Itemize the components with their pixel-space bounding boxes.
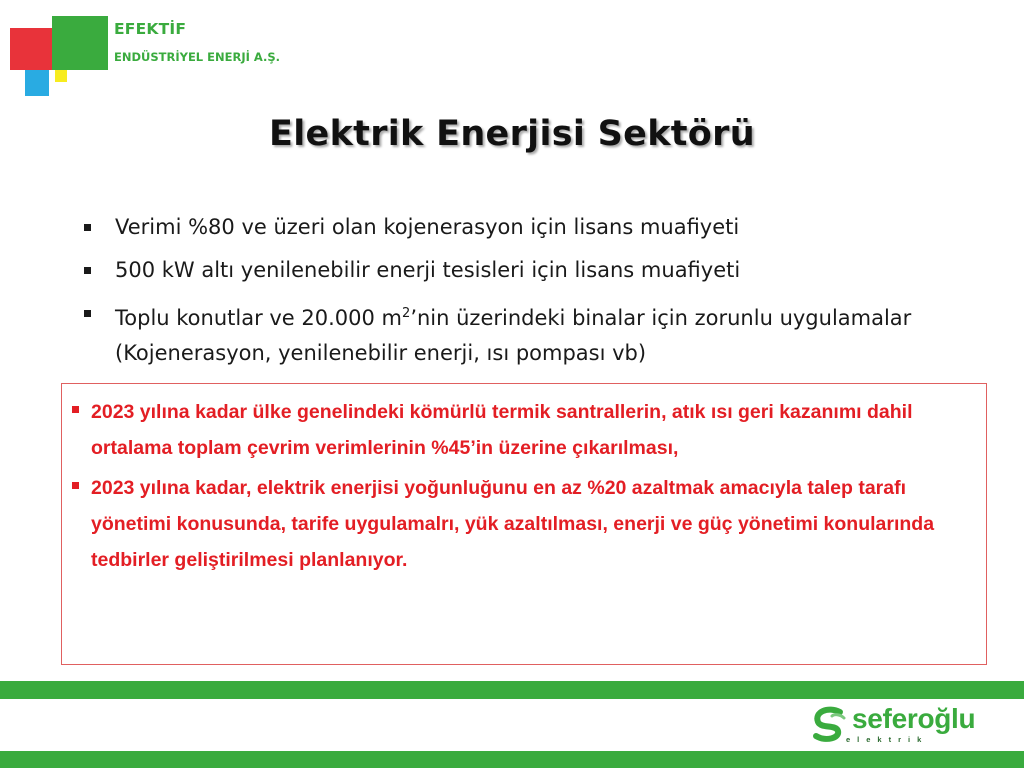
bullet-item: [83, 210, 983, 245]
bullet-text-post: ’nin üzerindeki binalar için zorunlu uygulamalar (Kojenerasyon, yenilenebilir enerji, ısı pompası vb): [115, 306, 912, 365]
bullet-marker-icon: [84, 267, 91, 274]
logo-blue-square: [25, 70, 49, 96]
logo-red-square: [10, 28, 52, 70]
logo-green-square: [52, 16, 108, 70]
bullet-marker-icon: [72, 482, 79, 489]
footer-band-top: [0, 681, 1024, 699]
swirl-logo-icon: [810, 704, 850, 744]
logo-title: EFEKTİF: [114, 20, 187, 38]
bullet-marker-icon: [84, 224, 91, 231]
company-logo: [0, 0, 330, 110]
bullet-text-pre: Toplu konutlar ve 20.000 m: [115, 306, 403, 330]
highlight-text: 2023 yılına kadar ülke genelindeki kömürlü termik santrallerin, atık ısı geri kazanımı dahil ortalama toplam çevrim verimlerinin %45’in üzerine çıkarılması,: [91, 401, 913, 459]
highlight-item: [72, 470, 972, 578]
highlight-item: [72, 394, 972, 466]
bullet-marker-icon: [84, 310, 91, 317]
highlight-text: 2023 yılına kadar, elektrik enerjisi yoğunluğunu en az %20 azaltmak amacıyla talep tarafı yönetimi konusunda, tarife uygulamalrı, yük azaltılması, enerji ve güç yönetimi konularında tedbirler geliştirilmesi planlanıyor.: [91, 477, 935, 571]
bullet-text: 500 kW altı yenilenebilir enerji tesisleri için lisans muafiyeti: [115, 258, 741, 282]
bullet-text-superscript: 2: [402, 306, 411, 321]
bullet-marker-icon: [72, 406, 79, 413]
bullet-list: [83, 210, 983, 379]
footer-brand: seferoğlu: [852, 703, 976, 734]
bullet-item: [83, 296, 983, 371]
logo-yellow-square: [55, 70, 67, 82]
slide-title: Elektrik Enerjisi Sektörü: [269, 114, 755, 154]
highlight-list: [72, 394, 972, 582]
logo-subtitle: ENDÜSTRİYEL ENERJİ A.Ş.: [114, 50, 281, 64]
footer-band-bottom: [0, 751, 1024, 768]
bullet-text: Verimi %80 ve üzeri olan kojenerasyon için lisans muafiyeti: [115, 215, 740, 239]
footer-logo: [808, 700, 1008, 750]
bullet-item: [83, 253, 983, 288]
footer-tagline: elektrik: [846, 735, 929, 744]
